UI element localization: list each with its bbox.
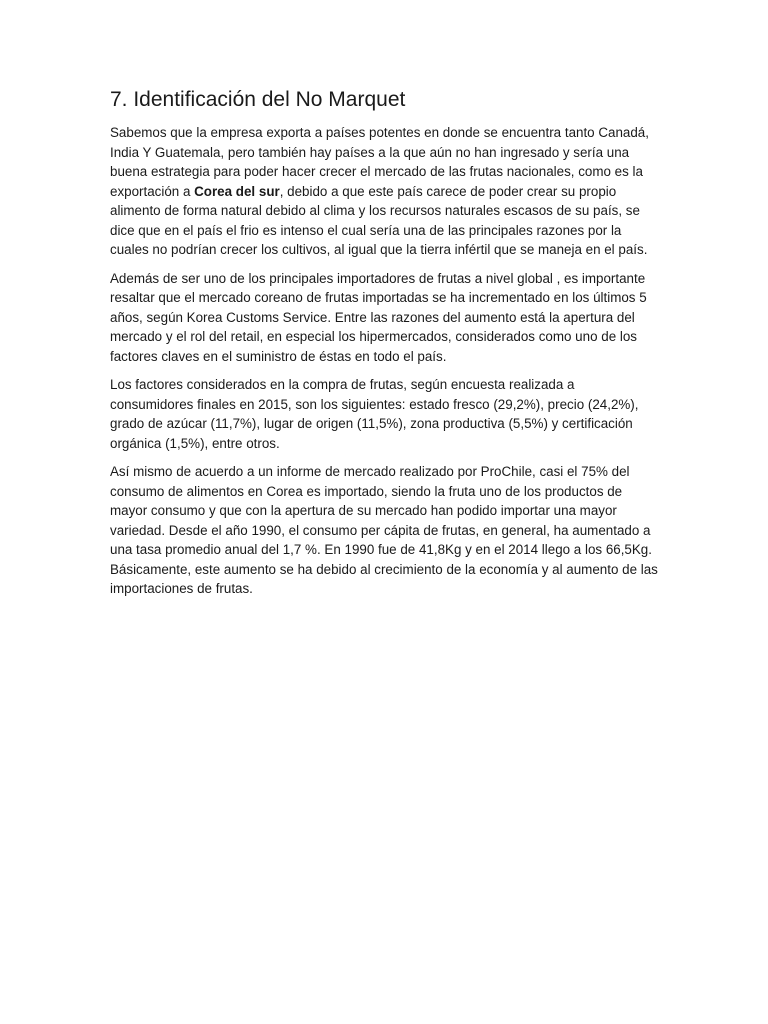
paragraph-4: Así mismo de acuerdo a un informe de mercado realizado por ProChile, casi el 75% del consumo de alimentos en Corea es importado, siendo la fruta uno de los productos de mayor consumo y que con la apertura de su mercado han podido importar una mayor variedad. Desde el año 1990, el consumo per cápita de frutas, en general, ha aumentado a una tasa promedio anual del 1,7 %. En 1990 fue de 41,8Kg y en el 2014 llego a los 66,5Kg. Básicamente, este aumento se ha debido al crecimiento de la economía y al aumento de las importaciones de frutas. [110,464,658,596]
paragraph-2: Además de ser uno de los principales importadores de frutas a nivel global , es importante resaltar que el mercado coreano de frutas importadas se ha incrementado en los últimos 5 años, según Korea Customs Service. Entre las razones del aumento está la apertura del mercado y el rol del retail, en especial los hipermercados, considerados como uno de los factores claves en el suministro de éstas en todo el país. [110,270,647,364]
paragraph-1-text-start: Sabemos que la empresa exporta a países potentes en donde se encuentra tanto Canadá, India Y Guatemala, pero también hay países a la que aún no han ingresado y sería una buena estrategia para poder hacer crecer el mercado de las frutas nacionales, como es la exportación a [110,125,649,199]
paragraph-1-text-end: , debido a que este país carece de poder crear su propio alimento de forma natural debido al clima y los recursos naturales escasos de su país, se dice que en el país el frio es intenso el cual sería una de las principales razones por la cuales no podrían crecer los cultivos, al igual que la tierra infértil que se maneja en el país. [110,183,648,257]
document-page [110,86,658,608]
paragraph-3: Los factores considerados en la compra de frutas, según encuesta realizada a consumidores finales en 2015, son los siguientes: estado fresco (29,2%), precio (24,2%), grado de azúcar (11,7%), lugar de origen (11,5%), zona productiva (5,5%) y certificación orgánica (1,5%), entre otros. [110,377,639,451]
section-heading: 7. Identificación del No Marquet [110,88,406,111]
paragraph-1-bold-country: Corea del sur [194,183,280,199]
paragraph-1 [110,123,658,260]
